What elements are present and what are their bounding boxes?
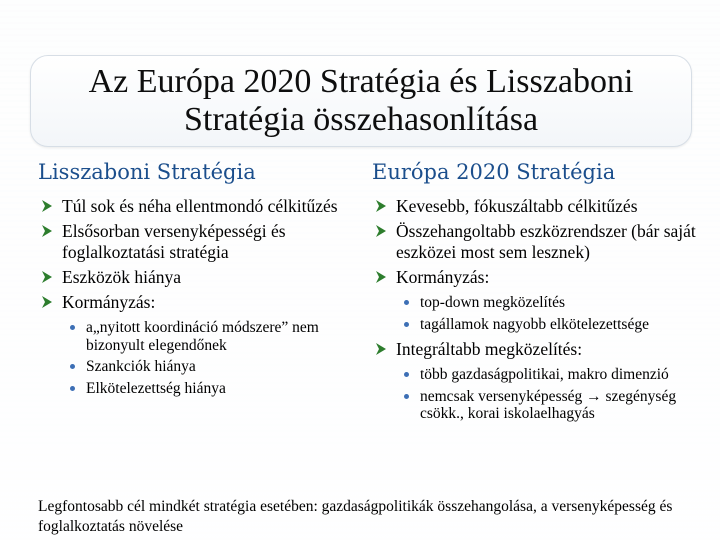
- dot-bullet-icon: [404, 372, 409, 377]
- sub-list-item-text: top-down megközelítés: [420, 294, 566, 311]
- list-item-text: Kormányzás:: [396, 267, 490, 287]
- sub-list-item-text: nemcsak versenyképesség → szegénység csökk., korai iskolaelhagyás: [420, 387, 677, 422]
- title-box: [30, 55, 692, 147]
- list-item-text: Kormányzás:: [62, 292, 156, 312]
- list-item: [372, 267, 716, 333]
- list-item: [372, 339, 716, 423]
- arrow-bullet-icon: [372, 197, 390, 215]
- sub-list-item: [62, 319, 338, 354]
- list-item: [38, 292, 338, 397]
- sub-bullet-list: [62, 319, 338, 397]
- right-column: [372, 196, 716, 429]
- sub-list-item-text: Szankciók hiánya: [86, 358, 196, 375]
- right-bullet-list: [372, 196, 716, 423]
- dot-bullet-icon: [70, 325, 75, 330]
- list-item: [38, 196, 338, 217]
- sub-list-item: [62, 358, 338, 376]
- arrow-bullet-icon: [38, 197, 56, 215]
- sub-list-item: [62, 380, 338, 398]
- list-item-text: Eszközök hiánya: [62, 267, 182, 287]
- list-item-text: Kevesebb, fókuszáltabb célkitűzés: [396, 196, 638, 216]
- arrow-bullet-icon: [38, 268, 56, 286]
- left-column: [38, 196, 338, 403]
- list-item-text: Elsősorban versenyképességi és foglalkoztatási stratégia: [62, 221, 286, 262]
- list-item: [38, 267, 338, 288]
- sub-list-item: [396, 366, 716, 384]
- sub-list-item-text: Elkötelezettség hiánya: [86, 379, 226, 397]
- right-column-heading: Európa 2020 Stratégia: [372, 160, 616, 184]
- sub-list-item-text: tagállamok nagyobb elkötelezettsége: [420, 315, 649, 333]
- sub-bullet-list: [396, 366, 716, 423]
- dot-bullet-icon: [70, 364, 75, 369]
- arrow-bullet-icon: [372, 268, 390, 286]
- dot-bullet-icon: [404, 394, 409, 399]
- list-item: [372, 221, 716, 263]
- list-item: [38, 221, 338, 263]
- list-item-text: Összehangoltabb eszközrendszer (bár saját eszközei most sem lesznek): [396, 221, 696, 262]
- arrow-bullet-icon: [38, 222, 56, 240]
- list-item-text: Túl sok és néha ellentmondó célkitűzés: [62, 196, 338, 216]
- sub-list-item: [396, 388, 716, 423]
- list-item-text: Integráltabb megközelítés:: [396, 339, 583, 359]
- left-bullet-list: [38, 196, 338, 397]
- slide-title-line-1: Az Európa 2020 Stratégia és Lisszaboni: [88, 63, 634, 100]
- list-item: [372, 196, 716, 217]
- left-column-heading: Lisszaboni Stratégia: [38, 160, 256, 184]
- sub-bullet-list: [396, 294, 716, 333]
- slide-title-line-2: Stratégia összehasonlítása: [183, 101, 539, 138]
- arrow-bullet-icon: [372, 222, 390, 240]
- arrow-bullet-icon: [372, 340, 390, 358]
- sub-list-item-text: több gazdaságpolitikai, makro dimenzió: [420, 366, 669, 383]
- sub-list-item: [396, 316, 716, 334]
- footer-summary: Legfontosabb cél mindkét stratégia esetében: gazdaságpolitikák összehangolása, a versenyképesség és foglalkoztatás növelése: [38, 498, 673, 535]
- dot-bullet-icon: [70, 386, 75, 391]
- sub-list-item: [396, 294, 716, 312]
- sub-list-item-text: a„nyitott koordináció módszere” nem bizonyult elegendőnek: [86, 319, 319, 354]
- arrow-bullet-icon: [38, 293, 56, 311]
- dot-bullet-icon: [404, 322, 409, 327]
- dot-bullet-icon: [404, 300, 409, 305]
